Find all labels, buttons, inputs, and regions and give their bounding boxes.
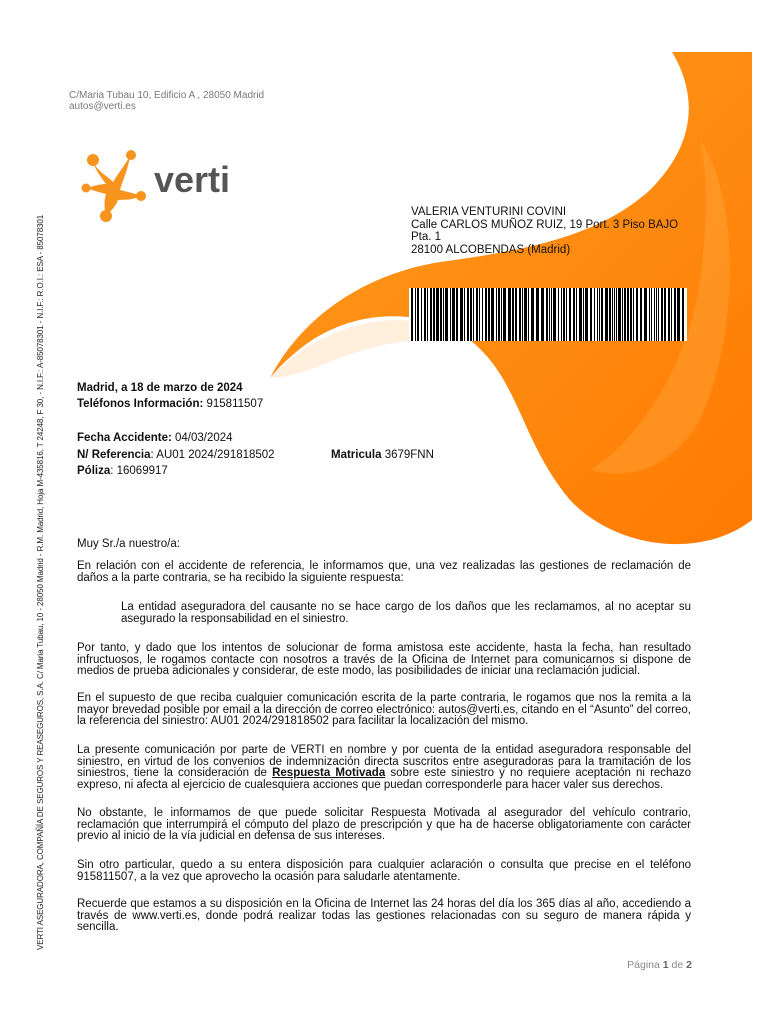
barcode-bar (464, 288, 465, 341)
barcode-bar (496, 288, 497, 341)
barcode-bar (612, 288, 613, 341)
barcode-bar (512, 288, 514, 341)
barcode-bar (415, 288, 416, 341)
barcode-bar (467, 288, 469, 341)
barcode-bar (590, 288, 592, 341)
barcode-bar (501, 288, 502, 341)
policy-value: 16069917 (116, 465, 168, 477)
barcode-bar (682, 288, 684, 341)
barcode-bar (656, 288, 657, 341)
barcode-bar (427, 288, 428, 341)
barcode-bar (674, 288, 676, 341)
barcode-bar (633, 288, 634, 341)
recipient-door: Pta. 1 (411, 231, 442, 243)
page-total: 2 (686, 959, 692, 971)
barcode-bar (569, 288, 571, 341)
accident-value: 04/03/2024 (175, 432, 233, 444)
barcode-bar (541, 288, 544, 341)
barcode-bar (579, 288, 582, 341)
meta-place-date (77, 381, 243, 395)
barcode-bar (594, 288, 595, 341)
recipient-street: Calle CARLOS MUÑOZ RUIZ, 19 Port. 3 Piso BAJO (411, 218, 679, 231)
barcode-bar (443, 288, 444, 341)
barcode-bar (456, 288, 458, 341)
phone-value: 915811507 (206, 398, 264, 410)
barcode-bar (558, 288, 559, 341)
page-of: de (671, 959, 684, 971)
barcode-bar (515, 288, 517, 341)
barcode-bar (677, 288, 680, 341)
reference-label: N/ Referencia (77, 449, 151, 461)
page-indicator (627, 959, 692, 971)
paragraph-5: No obstante, le informamos de que puede solicitar Respuesta Motivada al asegurador del vehículo contrario, reclamación que interrumpirá el cómputo del plazo de prescripción y que ha de hacerse obligatoriamente con carácter previo al inicio de la vía judicial en defensa de sus intereses. (77, 807, 691, 842)
verti-logo-text: verti (154, 159, 231, 200)
greeting: Muy Sr./a nuestro/a: (77, 538, 180, 550)
barcode-bar (424, 288, 426, 341)
barcode-bar (651, 288, 652, 341)
barcode-bar (528, 288, 529, 341)
barcode-bar (503, 288, 506, 341)
barcode-bar (585, 288, 588, 341)
barcode-bar (624, 288, 626, 341)
barcode-bar (522, 288, 523, 341)
barcode-bar (668, 288, 670, 341)
reference-value: AU01 2024/291818502 (156, 449, 275, 461)
barcode-bar (661, 288, 663, 341)
accident-label: Fecha Accidente: (77, 432, 172, 444)
plate-value: 3679FNN (384, 449, 434, 461)
verti-logo (78, 146, 248, 228)
barcode-bar (488, 288, 490, 341)
recipient-city: 28100 ALCOBENDAS (Madrid) (411, 243, 571, 256)
barcode-bar (549, 288, 550, 341)
barcode-bar (551, 288, 552, 341)
barcode-bar (576, 288, 577, 341)
barcode-bar (644, 288, 647, 341)
barcode-bar (614, 288, 615, 341)
recipient-block (411, 206, 678, 256)
barcode-bar (491, 288, 494, 341)
paragraph-4-start: La presente comunicación por parte de VERTI en nombre y por cuenta de la entidad aseguradora responsable del siniestro, en virtud de los convenios de indemnización directa suscritos entre aseguradoras para la tramitación de los siniestros, tiene la consideración de (77, 744, 691, 779)
barcode-bar (519, 288, 521, 341)
phone-label: Teléfonos Información: (77, 398, 204, 410)
barcode-bar (616, 288, 617, 341)
sender-street: C/Maria Tubau 10, Edificio A , 28050 Madrid (69, 90, 265, 101)
barcode-bar (485, 288, 487, 341)
barcode-bar (561, 288, 562, 341)
barcode-bar (479, 288, 480, 341)
barcode-bar (476, 288, 478, 341)
meta-phone-row (77, 397, 263, 411)
barcode-bar (473, 288, 474, 341)
barcode-bar (658, 288, 659, 341)
barcode-bar (531, 288, 534, 341)
barcode-bar (433, 288, 435, 341)
barcode-bar (627, 288, 629, 341)
paragraph-7: Recuerde que estamos a su disposición en la Oficina de Internet las 24 horas del día los 365 días al año, accediendo a través de www.verti.es, donde podrá realizar todas las gestiones relacionadas con su seguro de manera rápida y sencilla. (77, 898, 691, 933)
place-date: Madrid, a 18 de marzo de 2024 (77, 382, 243, 394)
barcode-bar (445, 288, 448, 341)
paragraph-3: En el supuesto de que reciba cualquier comunicación escrita de la parte contraria, le rogamos que nos la remita a la mayor brevedad posible por email a la dirección de correo electrónico: autos@verti.es, citando en el “Asunto” del correo, la referencia del siniestro: AU01 2024/291818502 para facilitar la localización del mismo. (77, 692, 691, 727)
barcode-bar (622, 288, 623, 341)
barcode-bar (583, 288, 584, 341)
paragraph-4-end: sobre este siniestro y no requiere aceptación ni rechazo expreso, ni afecta al ejercicio de cualesquiera acciones que puedan corresponderle para hacer valer sus derechos. (77, 767, 691, 791)
company-legal-text: VERTI ASEGURADORA, COMPAÑÍA DE SEGUROS Y REASEGUROS, S.A. C/ Maria Tubau, 10 - 28050 Madrid - R.M. Madrid, Hoja M-435816, T 24248, F 30, - N.I.F.: A-85078301 - N.I.F.: R.O.I.: ESA - 85078301 (36, 214, 45, 950)
barcode-icon (409, 288, 687, 341)
barcode-bar (436, 288, 439, 341)
barcode-bar (573, 288, 575, 341)
barcode-bar (605, 288, 608, 341)
paragraph-2: Por tanto, y dado que los intentos de solucionar de forma amistosa este accidente, hasta la fecha, han resultado infructuosos, le rogamos contacte con nosotros a través de la Oficina de Internet para comunicarnos si dispone de medios de prueba adicionales y considerar, de este modo, las posibilidades de iniciar una reclamación judicial. (77, 642, 691, 677)
meta-plate-row (331, 448, 434, 462)
recipient-name: VALERIA VENTURINI COVINI (411, 206, 567, 218)
verti-figure-icon (82, 150, 147, 222)
meta-policy-row: Póliza: 16069917 (77, 465, 168, 477)
barcode-bar (508, 288, 511, 341)
barcode-bar (563, 288, 565, 341)
paragraph-1: En relación con el accidente de referencia, le informamos que, una vez realizadas las gestiones de reclamación de daños a la parte contraria, se ha recibido la siguiente respuesta: (77, 560, 691, 584)
plate-label: Matricula (331, 449, 382, 461)
barcode-bar (411, 288, 413, 341)
barcode-bar (546, 288, 548, 341)
barcode-bar (599, 288, 600, 341)
barcode-bar (470, 288, 472, 341)
barcode-bar (566, 288, 567, 341)
respuesta-motivada-label: Respuesta Motivada (272, 767, 386, 779)
barcode-bar (609, 288, 611, 341)
barcode-bar (553, 288, 556, 341)
barcode-bar (636, 288, 638, 341)
barcode-bar (640, 288, 642, 341)
barcode-bar (654, 288, 655, 341)
meta-accident-row (77, 431, 233, 445)
page-word: Página (627, 959, 660, 971)
barcode-bar (618, 288, 621, 341)
paragraph-4 (77, 745, 691, 791)
page-current: 1 (662, 959, 669, 971)
barcode-bar (597, 288, 598, 341)
sender-email: autos@verti.es (69, 101, 136, 112)
quoted-response: La entidad aseguradora del causante no se hace cargo de los daños que les reclamamos, al no aceptar su asegurado la responsabilidad en el siniestro. (121, 601, 691, 625)
barcode-bar (671, 288, 672, 341)
paragraph-6: Sin otro particular, quedo a su entera disposición para cualquier aclaración o consulta que precise en el teléfono 915811507, a la vez que aprovecho la ocasión para saludarle atentamente. (77, 859, 691, 883)
barcode-bar (417, 288, 419, 341)
policy-label: Póliza (77, 465, 111, 477)
barcode-bar (498, 288, 500, 341)
barcode-bar (630, 288, 632, 341)
barcode-bar (421, 288, 422, 341)
barcode-bar (450, 288, 451, 341)
barcode-bar (536, 288, 539, 341)
meta-reference-row: N/ Referencia: AU01 2024/291818502 (77, 449, 275, 461)
barcode-bar (482, 288, 483, 341)
sender-address (69, 90, 264, 112)
barcode-bar (460, 288, 463, 341)
barcode-bar (440, 288, 442, 341)
barcode-bar (601, 288, 603, 341)
barcode-bar (524, 288, 527, 341)
barcode-bar (649, 288, 650, 341)
barcode-bar (430, 288, 432, 341)
barcode-bar (452, 288, 455, 341)
barcode-bar (664, 288, 666, 341)
